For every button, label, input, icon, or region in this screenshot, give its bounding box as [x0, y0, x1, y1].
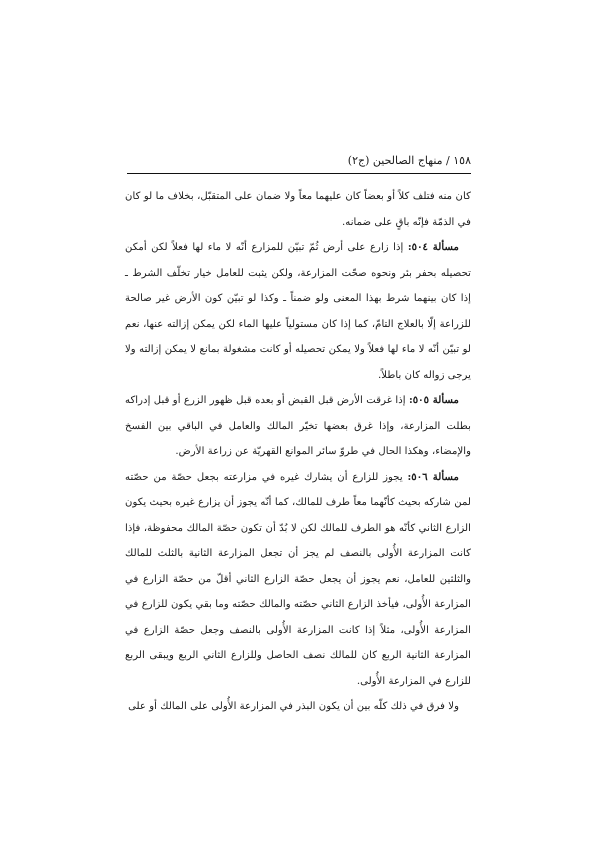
- issue-label: مسألة ٥٠٦:: [407, 470, 459, 483]
- paragraph-final: [125, 694, 471, 720]
- issue-504: [125, 235, 471, 388]
- paragraph-text: ولا فرق في ذلك كلّه بين أن يكون البذر في المزارعة الأُولى على المالك أو على: [128, 701, 459, 712]
- page-body: [125, 184, 471, 720]
- issue-506: [125, 465, 471, 695]
- issue-505: [125, 388, 471, 465]
- paragraph-text: كان منه فتلف كلاً أو بعضاً كان عليهما معاً ولا ضمان على المتقبّل، بخلاف ما لو كان في الذمّة فإنّه باقٍ على ضمانه.: [125, 191, 471, 228]
- issue-label: مسألة ٥٠٥:: [408, 394, 459, 406]
- header-rule: [127, 173, 471, 174]
- page-title: ١٥٨ / منهاج الصالحين (ج٢): [347, 154, 471, 167]
- paragraph-text: إذا غرقت الأرض قبل القبض أو بعده قبل ظهور الزرع أو قبل إدراكه بطلت المزارعة، وإذا غرق بعضها تخيّر المالك والعامل في الباقي بين الفسخ والإمضاء، وهكذا الحال في طروّ سائر الموانع القهريّة عن زراعة الأرض.: [125, 395, 471, 457]
- paragraph-continuation: [125, 184, 471, 235]
- paragraph-text: يجوز للزارع أن يشارك غيره في مزارعته بجعل حصّة من حصّته لمن شاركه بحيث كأنّهما معاً طرف للمالك، كما أنّه يجوز أن يزارع غيره بحيث يكون الزارع الثاني كأنّه هو الطرف للمالك لكن لا بُدّ أن تكون حصّة المالك محفوظة، فإذا كانت المزارعة الأُولى بالنصف لم يجز أن تجعل المزارعة الثانية بالثلث للمالك والثلثين للعامل، نعم يجوز أن يجعل حصّة الزارع الثاني أقلّ من حصّة الزارع في المزارعة الأُولى، فيأخذ الزارع الثاني حصّته والمالك حصّته وما بقي يكون للزارع في المزارعة الأُولى، مثلاً إذا كانت المزارعة الأُولى بالنصف وجعل حصّة الزارع في المزارعة الثانية الربع كان للمالك نصف الحاصل وللزارع الثاني الربع ويبقى الربع للزارع في المزارعة الأُولى.: [125, 471, 471, 687]
- issue-label: مسألة ٥٠٤:: [407, 241, 460, 253]
- paragraph-text: إذا زارع على أرض ثُمّ تبيّن للمزارع أنّه لا ماء لها فعلاً لكن أمكن تحصيله بحفر بئر ونحوه صحّت المزارعة، ولكن يثبت للعامل خيار تخلّف الشرط ـ إذا كان بينهما شرط بهذا المعنى ولو ضمناً ـ وكذا لو تبيّن كون الأرض غير صالحة للزراعة إلّا بالعلاج التامّ، كما إذا كان مستولياً عليها الماء لكن يمكن إزالته عنها، نعم لو تبيّن أنّه لا ماء لها فعلاً ولا يمكن تحصيله أو كانت مشغولة بمانع لا يمكن إزالته ولا يرجى زواله كان باطلاً.: [125, 242, 471, 381]
- running-header: [127, 153, 471, 169]
